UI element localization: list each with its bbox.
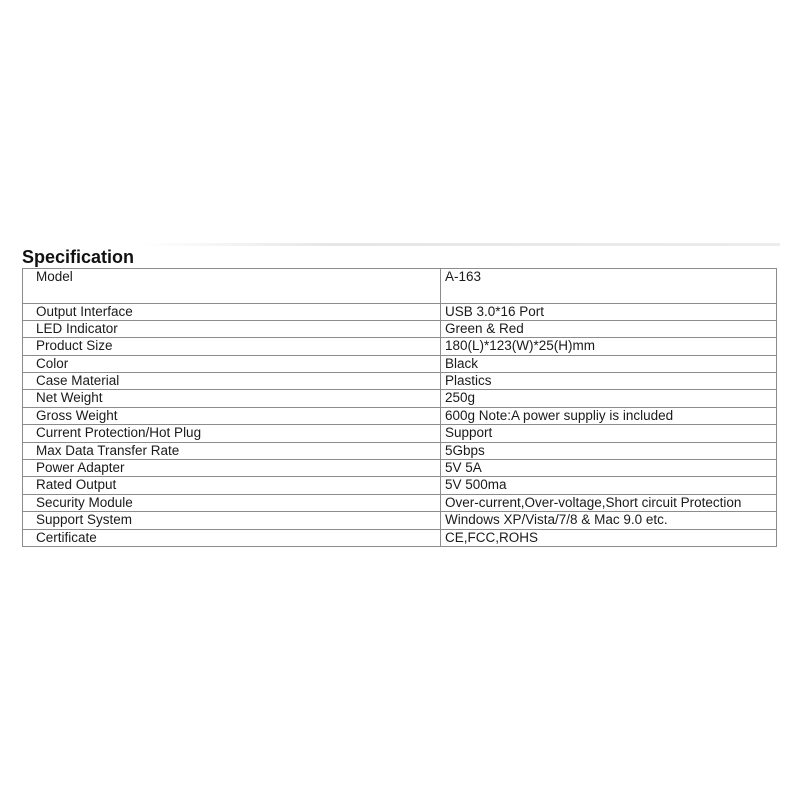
spec-label: Color [23, 355, 441, 372]
spec-label: Rated Output [23, 477, 441, 494]
spec-value: CE,FCC,ROHS [441, 529, 777, 546]
specification-table [22, 268, 777, 547]
spec-label: Product Size [23, 338, 441, 355]
spec-value: 5V 500ma [441, 477, 777, 494]
table-row [23, 373, 777, 390]
table-row [23, 390, 777, 407]
table-row [23, 529, 777, 546]
spec-value: Black [441, 355, 777, 372]
spec-label: Support System [23, 512, 441, 529]
spec-label: Power Adapter [23, 460, 441, 477]
table-row [23, 338, 777, 355]
spec-value: Green & Red [441, 320, 777, 337]
spec-label: Gross Weight [23, 407, 441, 424]
spec-label: Certificate [23, 529, 441, 546]
spec-value: 5V 5A [441, 460, 777, 477]
table-row [23, 425, 777, 442]
spec-label: Security Module [23, 494, 441, 511]
spec-label: Model [23, 269, 441, 304]
spec-value: USB 3.0*16 Port [441, 303, 777, 320]
spec-value: Over-current,Over-voltage,Short circuit Protection [441, 494, 777, 511]
spec-label: Net Weight [23, 390, 441, 407]
spec-label: Output Interface [23, 303, 441, 320]
spec-label: Current Protection/Hot Plug [23, 425, 441, 442]
spec-value: 5Gbps [441, 442, 777, 459]
spec-label: Max Data Transfer Rate [23, 442, 441, 459]
section-title: Specification [22, 247, 135, 267]
table-row [23, 494, 777, 511]
table-row [23, 303, 777, 320]
spec-value: 600g Note:A power suppliy is included [441, 407, 777, 424]
table-row [23, 442, 777, 459]
spec-value: 180(L)*123(W)*25(H)mm [441, 338, 777, 355]
spec-value: 250g [441, 390, 777, 407]
decorative-divider [140, 243, 780, 246]
table-row [23, 512, 777, 529]
table-row [23, 355, 777, 372]
table-row [23, 269, 777, 304]
spec-value: Plastics [441, 373, 777, 390]
spec-label: Case Material [23, 373, 441, 390]
spec-value: Windows XP/Vista/7/8 & Mac 9.0 etc. [441, 512, 777, 529]
spec-value: Support [441, 425, 777, 442]
spec-value: A-163 [441, 269, 777, 304]
table-row [23, 320, 777, 337]
table-row [23, 407, 777, 424]
spec-label: LED Indicator [23, 320, 441, 337]
table-row [23, 477, 777, 494]
table-row [23, 460, 777, 477]
